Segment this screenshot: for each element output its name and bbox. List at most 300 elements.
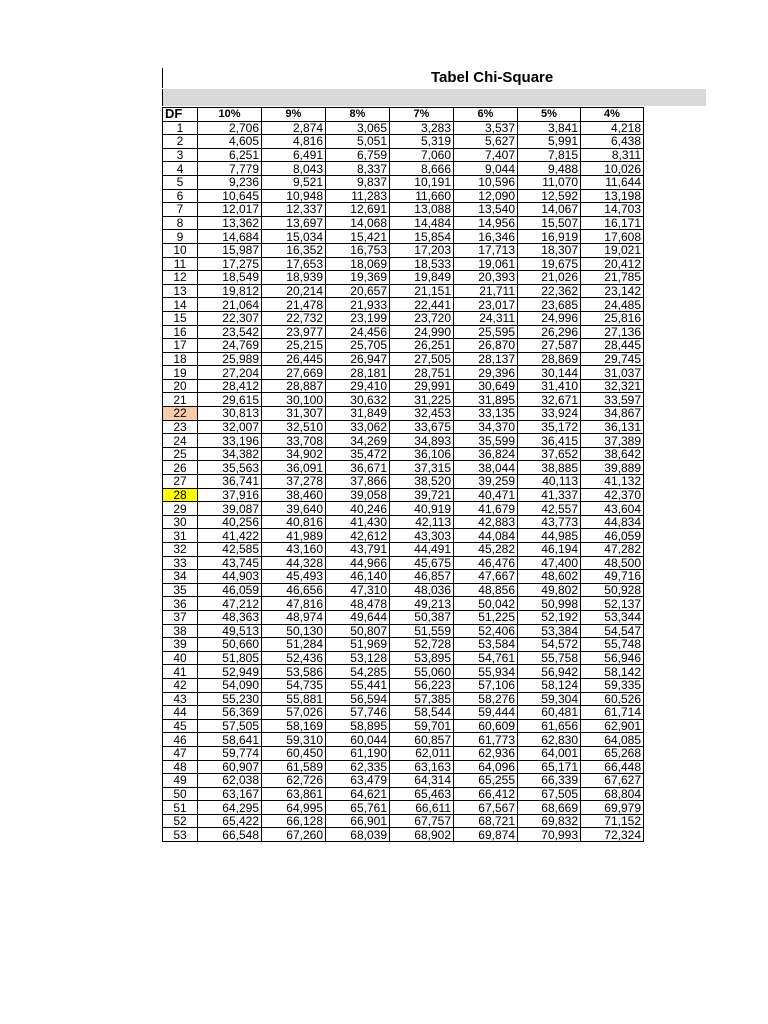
- value-cell[interactable]: 64,314: [390, 774, 454, 788]
- value-cell[interactable]: 53,384: [518, 624, 581, 638]
- value-cell[interactable]: 5,991: [518, 135, 581, 149]
- value-cell[interactable]: 47,816: [262, 597, 326, 611]
- value-cell[interactable]: 39,721: [390, 488, 454, 502]
- df-cell[interactable]: 21: [163, 393, 198, 407]
- value-cell[interactable]: 19,675: [518, 257, 581, 271]
- value-cell[interactable]: 29,991: [390, 379, 454, 393]
- value-cell[interactable]: 18,939: [262, 271, 326, 285]
- value-cell[interactable]: 37,866: [326, 475, 390, 489]
- value-cell[interactable]: 51,225: [454, 610, 518, 624]
- value-cell[interactable]: 20,214: [262, 284, 326, 298]
- value-cell[interactable]: 31,037: [581, 366, 644, 380]
- value-cell[interactable]: 15,987: [198, 243, 262, 257]
- value-cell[interactable]: 29,615: [198, 393, 262, 407]
- df-cell[interactable]: 8: [163, 216, 198, 230]
- value-cell[interactable]: 36,106: [390, 447, 454, 461]
- value-cell[interactable]: 11,644: [581, 175, 644, 189]
- value-cell[interactable]: 19,812: [198, 284, 262, 298]
- value-cell[interactable]: 40,113: [518, 475, 581, 489]
- value-cell[interactable]: 35,172: [518, 420, 581, 434]
- value-cell[interactable]: 28,137: [454, 352, 518, 366]
- value-cell[interactable]: 41,679: [454, 502, 518, 516]
- value-cell[interactable]: 32,007: [198, 420, 262, 434]
- value-cell[interactable]: 28,412: [198, 379, 262, 393]
- value-cell[interactable]: 8,043: [262, 162, 326, 176]
- value-cell[interactable]: 53,584: [454, 638, 518, 652]
- df-cell[interactable]: 3: [163, 148, 198, 162]
- df-cell[interactable]: 40: [163, 651, 198, 665]
- value-cell[interactable]: 27,204: [198, 366, 262, 380]
- value-cell[interactable]: 33,597: [581, 393, 644, 407]
- value-cell[interactable]: 36,824: [454, 447, 518, 461]
- value-cell[interactable]: 52,949: [198, 665, 262, 679]
- df-cell[interactable]: 41: [163, 665, 198, 679]
- value-cell[interactable]: 62,011: [390, 746, 454, 760]
- df-cell[interactable]: 1: [163, 121, 198, 135]
- df-cell[interactable]: 26: [163, 461, 198, 475]
- df-cell[interactable]: 28: [163, 488, 198, 502]
- value-cell[interactable]: 42,612: [326, 529, 390, 543]
- value-cell[interactable]: 40,256: [198, 515, 262, 529]
- value-cell[interactable]: 36,131: [581, 420, 644, 434]
- value-cell[interactable]: 14,684: [198, 230, 262, 244]
- value-cell[interactable]: 49,716: [581, 570, 644, 584]
- df-cell[interactable]: 53: [163, 828, 198, 842]
- value-cell[interactable]: 44,985: [518, 529, 581, 543]
- df-cell[interactable]: 27: [163, 475, 198, 489]
- value-cell[interactable]: 21,933: [326, 298, 390, 312]
- value-cell[interactable]: 52,406: [454, 624, 518, 638]
- value-cell[interactable]: 67,757: [390, 814, 454, 828]
- value-cell[interactable]: 50,660: [198, 638, 262, 652]
- df-cell[interactable]: 43: [163, 692, 198, 706]
- value-cell[interactable]: 54,572: [518, 638, 581, 652]
- value-cell[interactable]: 43,303: [390, 529, 454, 543]
- value-cell[interactable]: 32,321: [581, 379, 644, 393]
- value-cell[interactable]: 21,151: [390, 284, 454, 298]
- value-cell[interactable]: 30,100: [262, 393, 326, 407]
- value-cell[interactable]: 32,453: [390, 407, 454, 421]
- value-cell[interactable]: 58,276: [454, 692, 518, 706]
- value-cell[interactable]: 22,732: [262, 311, 326, 325]
- value-cell[interactable]: 58,641: [198, 733, 262, 747]
- value-cell[interactable]: 43,745: [198, 556, 262, 570]
- value-cell[interactable]: 42,113: [390, 515, 454, 529]
- df-cell[interactable]: 50: [163, 787, 198, 801]
- value-cell[interactable]: 36,741: [198, 475, 262, 489]
- value-cell[interactable]: 10,191: [390, 175, 454, 189]
- value-cell[interactable]: 49,802: [518, 583, 581, 597]
- value-cell[interactable]: 55,060: [390, 665, 454, 679]
- value-cell[interactable]: 50,387: [390, 610, 454, 624]
- value-cell[interactable]: 3,537: [454, 121, 518, 135]
- value-cell[interactable]: 66,448: [581, 760, 644, 774]
- value-cell[interactable]: 48,974: [262, 610, 326, 624]
- value-cell[interactable]: 43,773: [518, 515, 581, 529]
- value-cell[interactable]: 65,761: [326, 801, 390, 815]
- value-cell[interactable]: 48,036: [390, 583, 454, 597]
- value-cell[interactable]: 10,948: [262, 189, 326, 203]
- value-cell[interactable]: 55,748: [581, 638, 644, 652]
- value-cell[interactable]: 6,491: [262, 148, 326, 162]
- value-cell[interactable]: 31,410: [518, 379, 581, 393]
- value-cell[interactable]: 58,544: [390, 706, 454, 720]
- value-cell[interactable]: 62,726: [262, 774, 326, 788]
- value-cell[interactable]: 34,902: [262, 447, 326, 461]
- value-cell[interactable]: 44,966: [326, 556, 390, 570]
- value-cell[interactable]: 16,346: [454, 230, 518, 244]
- value-cell[interactable]: 25,705: [326, 339, 390, 353]
- value-cell[interactable]: 3,283: [390, 121, 454, 135]
- df-cell[interactable]: 2: [163, 135, 198, 149]
- value-cell[interactable]: 21,711: [454, 284, 518, 298]
- value-cell[interactable]: 58,124: [518, 678, 581, 692]
- value-cell[interactable]: 19,061: [454, 257, 518, 271]
- value-cell[interactable]: 41,422: [198, 529, 262, 543]
- value-cell[interactable]: 4,605: [198, 135, 262, 149]
- value-cell[interactable]: 46,194: [518, 543, 581, 557]
- value-cell[interactable]: 58,169: [262, 719, 326, 733]
- value-cell[interactable]: 3,841: [518, 121, 581, 135]
- value-cell[interactable]: 46,059: [581, 529, 644, 543]
- value-cell[interactable]: 31,307: [262, 407, 326, 421]
- df-cell[interactable]: 13: [163, 284, 198, 298]
- value-cell[interactable]: 42,370: [581, 488, 644, 502]
- value-cell[interactable]: 13,088: [390, 203, 454, 217]
- df-cell[interactable]: 46: [163, 733, 198, 747]
- value-cell[interactable]: 25,215: [262, 339, 326, 353]
- value-cell[interactable]: 28,445: [581, 339, 644, 353]
- value-cell[interactable]: 66,901: [326, 814, 390, 828]
- value-cell[interactable]: 68,039: [326, 828, 390, 842]
- value-cell[interactable]: 36,671: [326, 461, 390, 475]
- df-cell[interactable]: 48: [163, 760, 198, 774]
- value-cell[interactable]: 50,130: [262, 624, 326, 638]
- value-cell[interactable]: 47,310: [326, 583, 390, 597]
- value-cell[interactable]: 7,060: [390, 148, 454, 162]
- value-cell[interactable]: 24,990: [390, 325, 454, 339]
- value-cell[interactable]: 62,936: [454, 746, 518, 760]
- df-cell[interactable]: 4: [163, 162, 198, 176]
- value-cell[interactable]: 16,171: [581, 216, 644, 230]
- value-cell[interactable]: 33,675: [390, 420, 454, 434]
- value-cell[interactable]: 47,212: [198, 597, 262, 611]
- value-cell[interactable]: 9,837: [326, 175, 390, 189]
- value-cell[interactable]: 18,069: [326, 257, 390, 271]
- value-cell[interactable]: 55,758: [518, 651, 581, 665]
- value-cell[interactable]: 50,042: [454, 597, 518, 611]
- value-cell[interactable]: 11,283: [326, 189, 390, 203]
- value-cell[interactable]: 15,854: [390, 230, 454, 244]
- value-cell[interactable]: 28,751: [390, 366, 454, 380]
- value-cell[interactable]: 36,415: [518, 434, 581, 448]
- value-cell[interactable]: 37,916: [198, 488, 262, 502]
- value-cell[interactable]: 6,438: [581, 135, 644, 149]
- value-cell[interactable]: 49,513: [198, 624, 262, 638]
- value-cell[interactable]: 55,934: [454, 665, 518, 679]
- value-cell[interactable]: 64,295: [198, 801, 262, 815]
- value-cell[interactable]: 52,436: [262, 651, 326, 665]
- value-cell[interactable]: 10,645: [198, 189, 262, 203]
- df-cell[interactable]: 25: [163, 447, 198, 461]
- value-cell[interactable]: 30,649: [454, 379, 518, 393]
- value-cell[interactable]: 31,849: [326, 407, 390, 421]
- value-cell[interactable]: 39,889: [581, 461, 644, 475]
- value-cell[interactable]: 65,463: [390, 787, 454, 801]
- value-cell[interactable]: 58,895: [326, 719, 390, 733]
- value-cell[interactable]: 23,199: [326, 311, 390, 325]
- value-cell[interactable]: 53,586: [262, 665, 326, 679]
- value-cell[interactable]: 49,644: [326, 610, 390, 624]
- value-cell[interactable]: 51,805: [198, 651, 262, 665]
- value-cell[interactable]: 9,236: [198, 175, 262, 189]
- df-cell[interactable]: 19: [163, 366, 198, 380]
- value-cell[interactable]: 64,096: [454, 760, 518, 774]
- value-cell[interactable]: 62,830: [518, 733, 581, 747]
- value-cell[interactable]: 52,728: [390, 638, 454, 652]
- value-cell[interactable]: 37,652: [518, 447, 581, 461]
- value-cell[interactable]: 21,785: [581, 271, 644, 285]
- value-cell[interactable]: 56,223: [390, 678, 454, 692]
- df-cell[interactable]: 14: [163, 298, 198, 312]
- value-cell[interactable]: 54,285: [326, 665, 390, 679]
- df-cell[interactable]: 36: [163, 597, 198, 611]
- value-cell[interactable]: 38,885: [518, 461, 581, 475]
- value-cell[interactable]: 29,396: [454, 366, 518, 380]
- value-cell[interactable]: 45,675: [390, 556, 454, 570]
- df-cell[interactable]: 33: [163, 556, 198, 570]
- value-cell[interactable]: 42,883: [454, 515, 518, 529]
- value-cell[interactable]: 45,282: [454, 543, 518, 557]
- value-cell[interactable]: 35,563: [198, 461, 262, 475]
- value-cell[interactable]: 61,190: [326, 746, 390, 760]
- value-cell[interactable]: 2,874: [262, 121, 326, 135]
- value-cell[interactable]: 30,813: [198, 407, 262, 421]
- value-cell[interactable]: 14,703: [581, 203, 644, 217]
- value-cell[interactable]: 61,589: [262, 760, 326, 774]
- value-cell[interactable]: 57,385: [390, 692, 454, 706]
- value-cell[interactable]: 46,656: [262, 583, 326, 597]
- value-cell[interactable]: 56,946: [581, 651, 644, 665]
- value-cell[interactable]: 48,363: [198, 610, 262, 624]
- value-cell[interactable]: 41,132: [581, 475, 644, 489]
- value-cell[interactable]: 72,324: [581, 828, 644, 842]
- value-cell[interactable]: 69,979: [581, 801, 644, 815]
- value-cell[interactable]: 22,307: [198, 311, 262, 325]
- value-cell[interactable]: 48,500: [581, 556, 644, 570]
- value-cell[interactable]: 41,430: [326, 515, 390, 529]
- value-cell[interactable]: 38,520: [390, 475, 454, 489]
- value-cell[interactable]: 9,521: [262, 175, 326, 189]
- value-cell[interactable]: 34,893: [390, 434, 454, 448]
- value-cell[interactable]: 24,311: [454, 311, 518, 325]
- value-cell[interactable]: 12,592: [518, 189, 581, 203]
- value-cell[interactable]: 16,352: [262, 243, 326, 257]
- value-cell[interactable]: 27,587: [518, 339, 581, 353]
- value-cell[interactable]: 63,479: [326, 774, 390, 788]
- value-cell[interactable]: 53,344: [581, 610, 644, 624]
- value-cell[interactable]: 50,998: [518, 597, 581, 611]
- value-cell[interactable]: 61,773: [454, 733, 518, 747]
- value-cell[interactable]: 55,881: [262, 692, 326, 706]
- value-cell[interactable]: 39,087: [198, 502, 262, 516]
- value-cell[interactable]: 40,246: [326, 502, 390, 516]
- df-cell[interactable]: 29: [163, 502, 198, 516]
- value-cell[interactable]: 42,585: [198, 543, 262, 557]
- value-cell[interactable]: 40,816: [262, 515, 326, 529]
- value-cell[interactable]: 31,895: [454, 393, 518, 407]
- value-cell[interactable]: 40,919: [390, 502, 454, 516]
- value-cell[interactable]: 57,746: [326, 706, 390, 720]
- value-cell[interactable]: 7,407: [454, 148, 518, 162]
- value-cell[interactable]: 5,319: [390, 135, 454, 149]
- value-cell[interactable]: 58,142: [581, 665, 644, 679]
- value-cell[interactable]: 30,144: [518, 366, 581, 380]
- df-cell[interactable]: 16: [163, 325, 198, 339]
- value-cell[interactable]: 60,609: [454, 719, 518, 733]
- value-cell[interactable]: 62,335: [326, 760, 390, 774]
- value-cell[interactable]: 69,874: [454, 828, 518, 842]
- value-cell[interactable]: 48,602: [518, 570, 581, 584]
- value-cell[interactable]: 66,611: [390, 801, 454, 815]
- value-cell[interactable]: 44,084: [454, 529, 518, 543]
- value-cell[interactable]: 60,526: [581, 692, 644, 706]
- value-cell[interactable]: 51,559: [390, 624, 454, 638]
- value-cell[interactable]: 6,759: [326, 148, 390, 162]
- value-cell[interactable]: 50,928: [581, 583, 644, 597]
- value-cell[interactable]: 16,919: [518, 230, 581, 244]
- value-cell[interactable]: 60,907: [198, 760, 262, 774]
- value-cell[interactable]: 39,058: [326, 488, 390, 502]
- value-cell[interactable]: 39,259: [454, 475, 518, 489]
- df-cell[interactable]: 12: [163, 271, 198, 285]
- value-cell[interactable]: 39,640: [262, 502, 326, 516]
- value-cell[interactable]: 53,128: [326, 651, 390, 665]
- value-cell[interactable]: 15,034: [262, 230, 326, 244]
- value-cell[interactable]: 55,441: [326, 678, 390, 692]
- df-cell[interactable]: 44: [163, 706, 198, 720]
- value-cell[interactable]: 60,481: [518, 706, 581, 720]
- value-cell[interactable]: 65,171: [518, 760, 581, 774]
- value-cell[interactable]: 8,311: [581, 148, 644, 162]
- value-cell[interactable]: 28,887: [262, 379, 326, 393]
- value-cell[interactable]: 23,542: [198, 325, 262, 339]
- value-cell[interactable]: 26,251: [390, 339, 454, 353]
- value-cell[interactable]: 14,956: [454, 216, 518, 230]
- value-cell[interactable]: 57,026: [262, 706, 326, 720]
- df-cell[interactable]: 39: [163, 638, 198, 652]
- value-cell[interactable]: 12,337: [262, 203, 326, 217]
- value-cell[interactable]: 37,315: [390, 461, 454, 475]
- value-cell[interactable]: 26,870: [454, 339, 518, 353]
- value-cell[interactable]: 61,714: [581, 706, 644, 720]
- df-cell[interactable]: 24: [163, 434, 198, 448]
- value-cell[interactable]: 54,761: [454, 651, 518, 665]
- value-cell[interactable]: 19,369: [326, 271, 390, 285]
- value-cell[interactable]: 64,995: [262, 801, 326, 815]
- value-cell[interactable]: 49,213: [390, 597, 454, 611]
- value-cell[interactable]: 65,268: [581, 746, 644, 760]
- value-cell[interactable]: 9,488: [518, 162, 581, 176]
- value-cell[interactable]: 55,230: [198, 692, 262, 706]
- value-cell[interactable]: 28,181: [326, 366, 390, 380]
- value-cell[interactable]: 23,685: [518, 298, 581, 312]
- value-cell[interactable]: 38,642: [581, 447, 644, 461]
- value-cell[interactable]: 63,167: [198, 787, 262, 801]
- df-cell[interactable]: 52: [163, 814, 198, 828]
- value-cell[interactable]: 17,713: [454, 243, 518, 257]
- value-cell[interactable]: 41,337: [518, 488, 581, 502]
- value-cell[interactable]: 56,369: [198, 706, 262, 720]
- value-cell[interactable]: 66,412: [454, 787, 518, 801]
- value-cell[interactable]: 12,691: [326, 203, 390, 217]
- value-cell[interactable]: 68,804: [581, 787, 644, 801]
- value-cell[interactable]: 59,310: [262, 733, 326, 747]
- value-cell[interactable]: 13,362: [198, 216, 262, 230]
- value-cell[interactable]: 19,849: [390, 271, 454, 285]
- value-cell[interactable]: 69,832: [518, 814, 581, 828]
- value-cell[interactable]: 47,282: [581, 543, 644, 557]
- value-cell[interactable]: 11,660: [390, 189, 454, 203]
- value-cell[interactable]: 67,505: [518, 787, 581, 801]
- df-cell[interactable]: 7: [163, 203, 198, 217]
- value-cell[interactable]: 33,135: [454, 407, 518, 421]
- value-cell[interactable]: 35,599: [454, 434, 518, 448]
- value-cell[interactable]: 43,604: [581, 502, 644, 516]
- value-cell[interactable]: 33,708: [262, 434, 326, 448]
- value-cell[interactable]: 27,669: [262, 366, 326, 380]
- value-cell[interactable]: 27,136: [581, 325, 644, 339]
- df-cell[interactable]: 45: [163, 719, 198, 733]
- value-cell[interactable]: 43,791: [326, 543, 390, 557]
- value-cell[interactable]: 13,198: [581, 189, 644, 203]
- value-cell[interactable]: 65,255: [454, 774, 518, 788]
- value-cell[interactable]: 56,942: [518, 665, 581, 679]
- value-cell[interactable]: 33,196: [198, 434, 262, 448]
- value-cell[interactable]: 14,068: [326, 216, 390, 230]
- value-cell[interactable]: 57,106: [454, 678, 518, 692]
- value-cell[interactable]: 13,540: [454, 203, 518, 217]
- value-cell[interactable]: 62,038: [198, 774, 262, 788]
- value-cell[interactable]: 26,296: [518, 325, 581, 339]
- value-cell[interactable]: 21,026: [518, 271, 581, 285]
- df-cell[interactable]: 51: [163, 801, 198, 815]
- value-cell[interactable]: 22,441: [390, 298, 454, 312]
- value-cell[interactable]: 68,902: [390, 828, 454, 842]
- value-cell[interactable]: 43,160: [262, 543, 326, 557]
- value-cell[interactable]: 51,969: [326, 638, 390, 652]
- value-cell[interactable]: 66,548: [198, 828, 262, 842]
- value-cell[interactable]: 21,478: [262, 298, 326, 312]
- value-cell[interactable]: 35,472: [326, 447, 390, 461]
- value-cell[interactable]: 7,779: [198, 162, 262, 176]
- value-cell[interactable]: 38,044: [454, 461, 518, 475]
- value-cell[interactable]: 60,044: [326, 733, 390, 747]
- value-cell[interactable]: 67,627: [581, 774, 644, 788]
- value-cell[interactable]: 33,062: [326, 420, 390, 434]
- value-cell[interactable]: 41,989: [262, 529, 326, 543]
- df-cell[interactable]: 31: [163, 529, 198, 543]
- value-cell[interactable]: 17,653: [262, 257, 326, 271]
- value-cell[interactable]: 54,090: [198, 678, 262, 692]
- value-cell[interactable]: 64,085: [581, 733, 644, 747]
- df-cell[interactable]: 9: [163, 230, 198, 244]
- value-cell[interactable]: 54,547: [581, 624, 644, 638]
- value-cell[interactable]: 12,017: [198, 203, 262, 217]
- value-cell[interactable]: 52,192: [518, 610, 581, 624]
- value-cell[interactable]: 52,137: [581, 597, 644, 611]
- value-cell[interactable]: 17,275: [198, 257, 262, 271]
